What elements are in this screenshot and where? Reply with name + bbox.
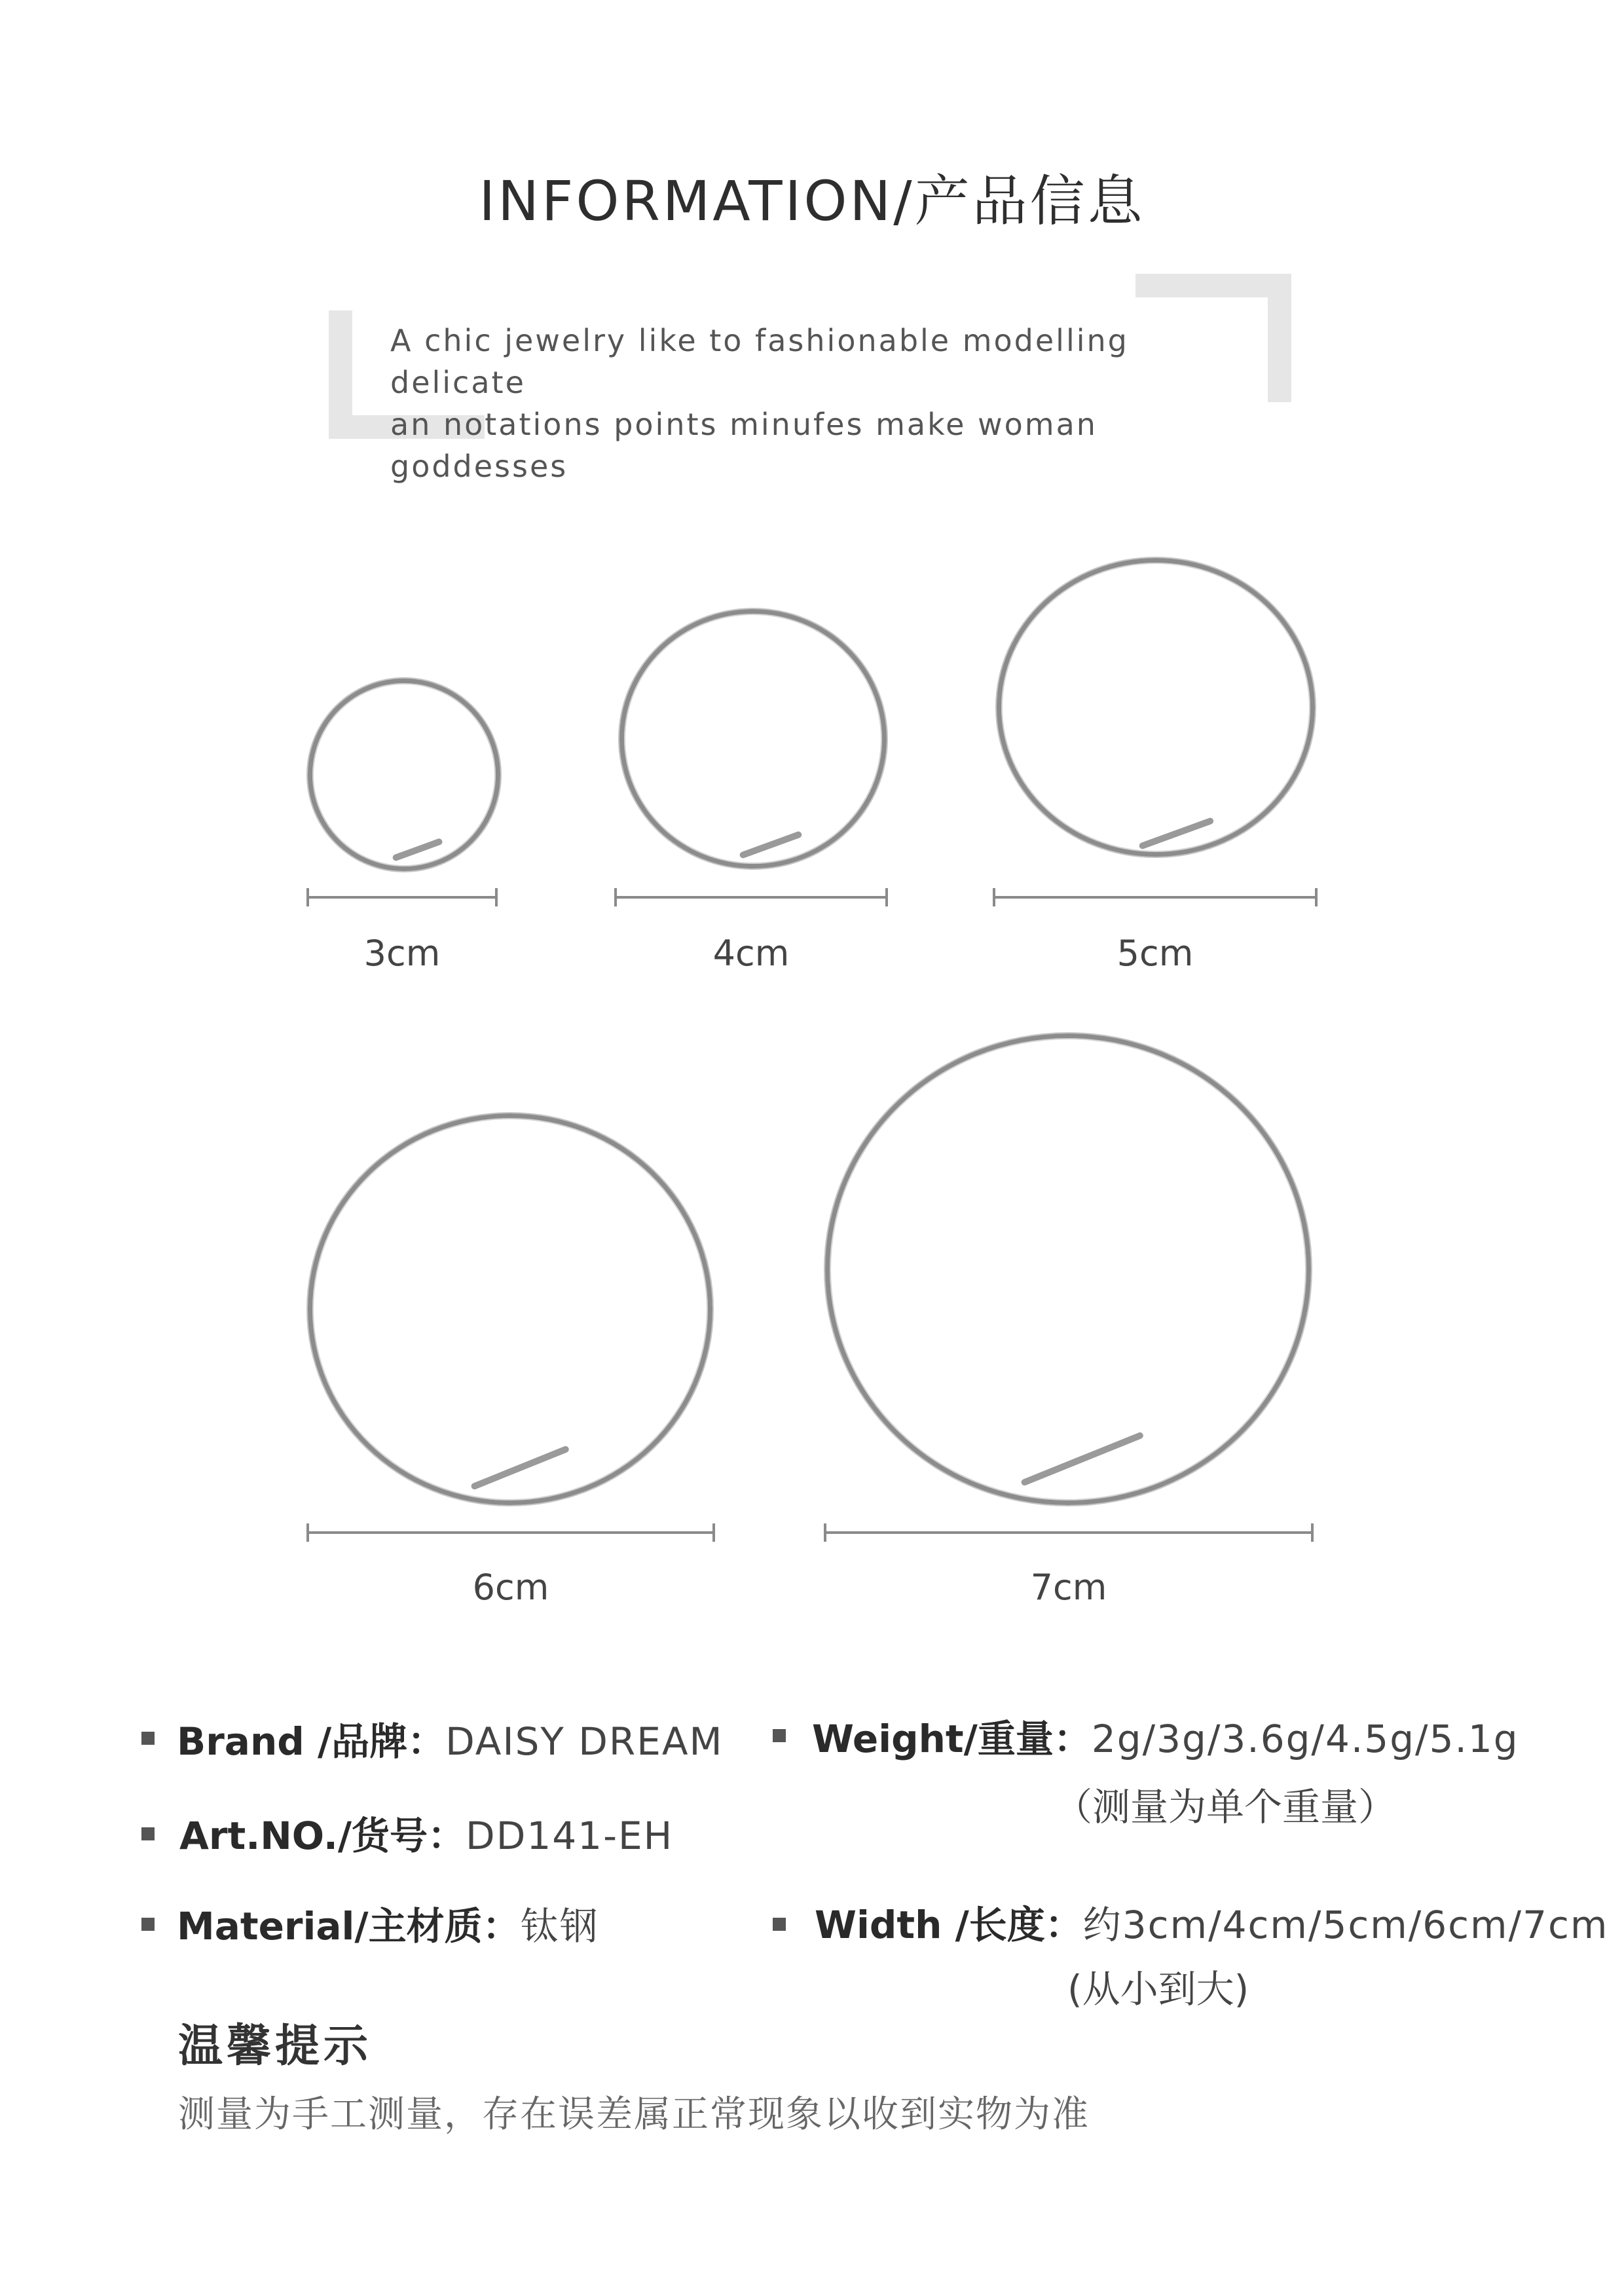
page-title: INFORMATION/产品信息	[479, 169, 1145, 233]
ruler-5cm	[993, 896, 1318, 899]
hoop-3cm	[308, 679, 500, 871]
material-value: 钛钢	[520, 1904, 599, 1948]
bullet-brand	[141, 1732, 155, 1745]
spec-brand	[177, 1711, 724, 1766]
hoop-7cm	[825, 1034, 1311, 1505]
width-value: 约3cm/4cm/5cm/6cm/7cm	[1082, 1903, 1609, 1947]
ruler-3cm	[306, 896, 498, 899]
art-value: DD141-EH	[466, 1814, 674, 1858]
tagline-line-2: an notations points minufes make woman goddesses	[390, 407, 1098, 484]
bullet-weight	[773, 1729, 786, 1742]
brand-label: Brand /品牌：	[177, 1719, 446, 1764]
size-label-5cm: 5cm	[1116, 933, 1194, 974]
tips-title: 温馨提示	[178, 2021, 373, 2072]
ruler-4cm	[614, 896, 888, 899]
ruler-6cm	[306, 1531, 715, 1534]
bracket-bottom-right-cap	[1135, 274, 1291, 297]
size-label-6cm: 6cm	[472, 1567, 549, 1608]
weight-note: （测量为单个重量）	[1054, 1785, 1397, 1829]
size-label-7cm: 7cm	[1030, 1567, 1107, 1608]
weight-label: Weight/重量：	[812, 1717, 1092, 1761]
ruler-7cm	[824, 1531, 1314, 1534]
bullet-width	[773, 1918, 786, 1931]
tips-text: 测量为手工测量，存在误差属正常现象以收到实物为准	[178, 2093, 1090, 2136]
material-label: Material/主材质：	[177, 1904, 521, 1948]
hoop-6cm	[308, 1113, 712, 1505]
art-label: Art.NO./货号：	[179, 1814, 466, 1858]
bullet-art	[141, 1827, 155, 1840]
brand-value: DAISY DREAM	[445, 1719, 724, 1764]
hoop-5cm	[997, 558, 1315, 857]
size-label-3cm: 3cm	[363, 933, 441, 974]
width-note: (从小到大)	[1067, 1967, 1249, 2011]
weight-value: 2g/3g/3.6g/4.5g/5.1g	[1091, 1717, 1519, 1761]
spec-art-no	[179, 1805, 673, 1860]
hoop-4cm	[619, 609, 887, 868]
spec-width	[815, 1894, 1608, 1949]
spec-weight	[812, 1708, 1519, 1763]
spec-material	[177, 1895, 599, 1950]
tagline-line-1: A chic jewelry like to fashionable modelling delicate	[390, 323, 1129, 400]
width-label: Width /长度：	[815, 1903, 1083, 1947]
tagline	[390, 320, 1242, 487]
size-label-4cm: 4cm	[712, 933, 790, 974]
bullet-material	[141, 1918, 155, 1931]
